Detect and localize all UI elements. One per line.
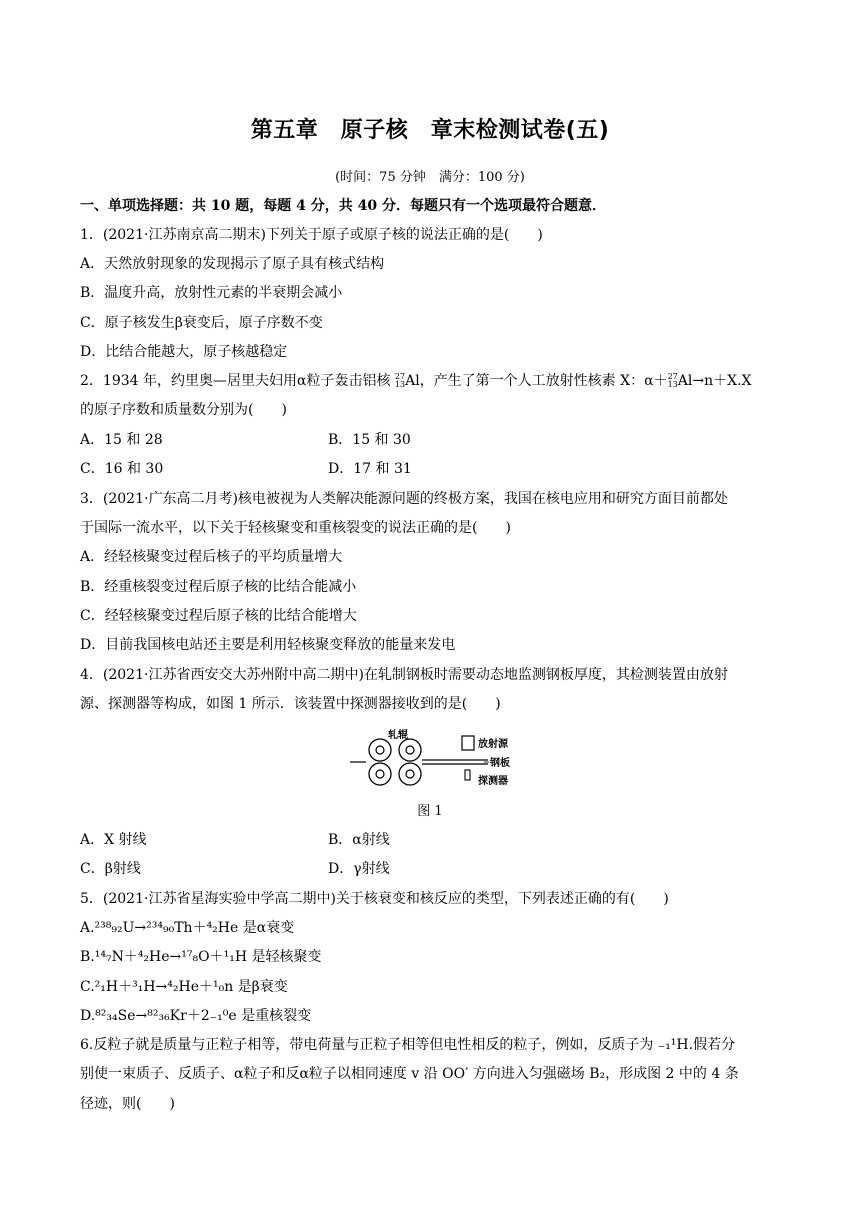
question-2-options-row2 — [80, 459, 780, 479]
detector — [465, 770, 470, 780]
label-roller: 轧辊 — [388, 730, 408, 741]
question-3-option-d: D．目前我国核电站还主要是利用轻核聚变释放的能量来发电 — [80, 637, 456, 653]
question-2-stem — [80, 371, 780, 391]
question-4-option-c: C．β射线 — [80, 861, 141, 877]
question-4-option-d: D．γ射线 — [328, 861, 390, 877]
question-4-option-a: A．X 射线 — [80, 832, 147, 848]
question-2-option-d: D．17 和 31 — [328, 461, 412, 477]
section-heading: 一、单项选择题：共 10 题，每题 4 分，共 40 分．每题只有一个选项最符合题意． — [80, 198, 606, 214]
label-plate: 钢板 — [490, 758, 510, 769]
question-3-option-c: C．经轻核聚变过程后原子核的比结合能增大 — [80, 608, 357, 624]
question-3-stem-line1: 3．(2021·广东高二月考)核电被视为人类解决能源问题的终极方案，我国在核电应用和研究方面目前都处 — [80, 491, 728, 507]
aluminium-isotope-notation-2 — [668, 373, 678, 389]
question-2-stem-line2: 的原子序数和质量数分别为( ) — [80, 402, 287, 418]
question-3-option-a: A．经轻核聚变过程后核子的平均质量增大 — [80, 549, 343, 565]
question-6-line2: 别使一束质子、反质子、α粒子和反α粒子以相同速度 v 沿 OO′ 方向进入匀强磁场 B₂，形成图 2 中的 4 条 — [80, 1066, 739, 1082]
roller-upper-left — [369, 739, 391, 761]
question-4-options-row1 — [80, 830, 780, 850]
label-detector: 探测器 — [478, 776, 508, 787]
question-5-option-b: B.¹⁴₇N＋⁴₂He→¹⁷₈O＋¹₁H 是轻核聚变 — [80, 949, 322, 965]
question-4-stem-line2: 源、探测器等构成，如图 1 所示．该装置中探测器接收到的是( ) — [80, 696, 501, 712]
question-1-option-a: A．天然放射现象的发现揭示了原子具有核式结构 — [80, 256, 385, 272]
roller-upper-right — [399, 739, 421, 761]
question-2-stem-c: Al→n＋X.X — [677, 373, 752, 389]
figure-1-rolling-mill-diagram — [348, 728, 518, 792]
question-2-option-b: B．15 和 30 — [328, 432, 411, 448]
figure-1-caption: 图 1 — [417, 804, 443, 819]
exam-info: (时间：75 分钟 满分：100 分) — [335, 170, 525, 185]
question-3-option-b: B．经重核裂变过程后原子核的比结合能减小 — [80, 579, 357, 595]
question-1-option-c: C．原子核发生β衰变后，原子序数不变 — [80, 315, 323, 331]
label-source: 放射源 — [478, 739, 508, 750]
question-2-stem-b: ，产生了第一个人工放射性核素 X：α＋ — [419, 373, 668, 389]
question-5-option-a: A.²³⁸₉₂U→²³⁴₉₀Th＋⁴₂He 是α衰变 — [80, 920, 295, 936]
question-2-option-c: C．16 和 30 — [80, 461, 164, 477]
question-5-option-d: D.⁸²₃₄Se→⁸²₃₆Kr＋2₋₁⁰e 是重核裂变 — [80, 1008, 312, 1024]
question-3-stem-line2: 于国际一流水平，以下关于轻核聚变和重核裂变的说法正确的是( ) — [80, 520, 511, 536]
question-2-option-a: A．15 和 28 — [80, 432, 163, 448]
question-1-option-b: B．温度升高，放射性元素的半衰期会减小 — [80, 285, 343, 301]
question-1-stem: 1．(2021·江苏南京高二期末)下列关于原子或原子核的说法正确的是( ) — [80, 227, 543, 243]
question-5-option-c: C.²₁H＋³₁H→⁴₂He＋¹₀n 是β衰变 — [80, 979, 288, 995]
al-atomic-number-2: 13 — [667, 380, 678, 389]
radiation-source — [462, 736, 474, 750]
question-4-stem-line1: 4．(2021·江苏省西安交大苏州附中高二期中)在轧制钢板时需要动态地监测钢板厚度，其检测装置由放射 — [80, 667, 728, 683]
question-4-option-b: B．α射线 — [328, 832, 390, 848]
roller-lower-right — [399, 763, 421, 785]
al-symbol: Al — [405, 373, 420, 389]
question-2-stem-a: 2．1934 年，约里奥—居里夫妇用α粒子轰击铝核 — [80, 373, 391, 389]
aluminium-isotope-notation — [395, 373, 405, 389]
question-1-option-d: D．比结合能越大，原子核越稳定 — [80, 344, 288, 360]
question-4-options-row2 — [80, 859, 780, 879]
question-5-stem: 5．(2021·江苏省星海实验中学高二期中)关于核衰变和核反应的类型，下列表述正确的有( ) — [80, 891, 669, 907]
question-6-line3: 径迹，则( ) — [80, 1096, 175, 1112]
page-title: 第五章 原子核 章末检测试卷(五) — [250, 118, 610, 143]
al-mass-number: 27 — [394, 372, 406, 381]
question-2-options-row1 — [80, 430, 780, 450]
al-atomic-number: 13 — [394, 380, 406, 389]
roller-lower-left — [369, 763, 391, 785]
al-mass-number-2: 27 — [667, 372, 678, 381]
question-6-line1: 6.反粒子就是质量与正粒子相等，带电荷量与正粒子相等但电性相反的粒子，例如，反质子为 ₋₁¹H.假若分 — [80, 1037, 736, 1053]
